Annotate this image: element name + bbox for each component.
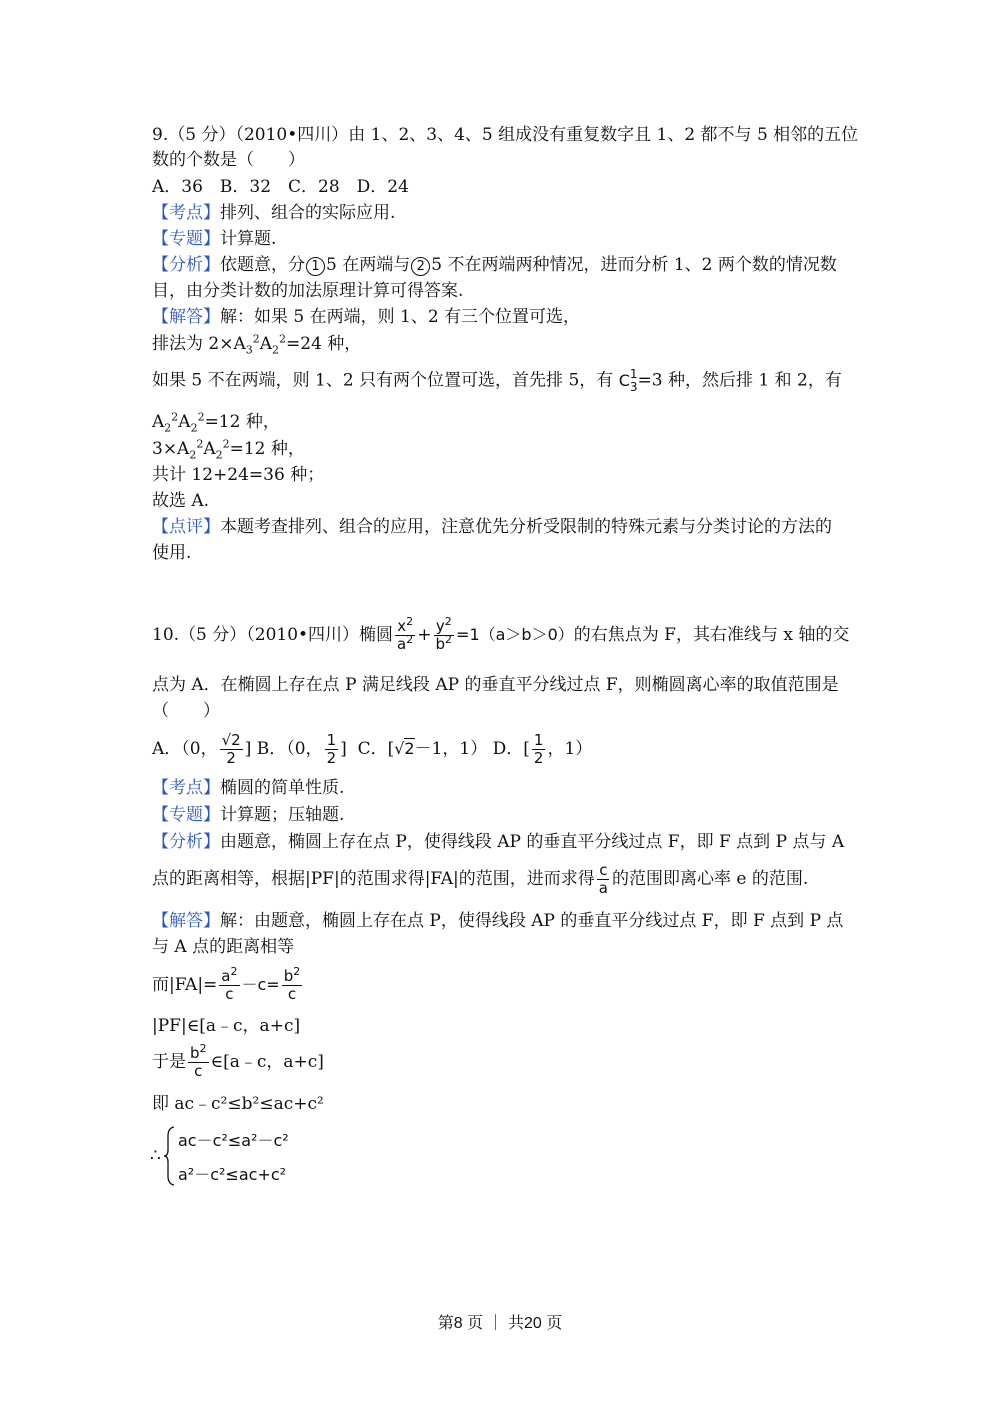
left-brace xyxy=(164,1126,176,1186)
kaodian-text: 排列、组合的实际应用. xyxy=(220,203,396,223)
optA-pre: A．（0， xyxy=(152,739,218,759)
q10-stem-line1: 10.（5 分）（2010•四川）椭圆 $\frac{x^2}{a^2}$ + $\frac{y^2}{b^2}$ =1（a＞b＞0）的右焦点为 F，其右准线与 x 轴的交 xyxy=(152,615,850,653)
sol4-pre: 3×A xyxy=(152,439,190,459)
q9-sol-line4: $3\times A_2^2A_2^2=12$ 种， xyxy=(152,437,305,462)
q10-kaodian xyxy=(152,777,344,799)
q10-jieda xyxy=(152,910,843,932)
q10-fenxi-line2 xyxy=(152,862,808,897)
frac-1-2-d: $\frac{1}{2}$ xyxy=(533,731,544,767)
yushi-post: ∈[a﹣c，a+c] xyxy=(210,1052,324,1072)
q10-pre: 10.（5 分）（2010•四川）椭圆 xyxy=(152,625,394,645)
q10-options: A．（0， $\frac{√2}{2}$ ] B．（0， $\frac{1}{2}$ ] C．[√2－1，1） D．[ $\frac{1}{2}$ ，1） xyxy=(152,731,593,767)
optD-tail: ，1） xyxy=(547,739,593,759)
q10-fa xyxy=(152,965,304,1003)
sol1-pre: 排法为 2×A xyxy=(152,334,246,354)
q10-fenxi xyxy=(152,831,844,853)
yushi-pre: 于是 xyxy=(152,1052,186,1072)
system-inequality-2: a²－c²≤ac+c² xyxy=(178,1165,287,1184)
optC-pre: C．[ xyxy=(357,739,395,759)
q9-dianping-line2: 使用. xyxy=(152,543,192,563)
frac-1-2: $\frac{1}{2}$ xyxy=(326,731,337,767)
q9-stem-line2: 数的个数是（ ） xyxy=(152,150,305,170)
q9-sol-line3: $A_2^2A_2^2=12$ 种， xyxy=(152,410,280,435)
zhuanti-text: 计算题. xyxy=(220,229,277,249)
kaodian-tag: 【考点】 xyxy=(152,778,220,798)
jieda-tag: 【解答】 xyxy=(152,911,220,931)
q9-sol-line5: 共计 12+24=36 种； xyxy=(152,465,325,485)
fenxi2-post: 的范围即离心率 e 的范围. xyxy=(611,869,809,889)
sqrt2: √2 xyxy=(394,739,415,758)
fenxi-text-c: 5 不在两端两种情况，进而分析 1、2 两个数的情况数 xyxy=(431,255,837,275)
q9-jieda xyxy=(152,306,580,328)
frac-sqrt2-2: $\frac{√2}{2}$ xyxy=(221,731,241,767)
sol4-tail: =12 种， xyxy=(229,439,305,459)
ellipse-condition: =1（a＞b＞0） xyxy=(456,625,574,644)
sol2-pre: 如果 5 不在两端，则 1、2 只有两个位置可选，首先排 5，有 xyxy=(152,370,614,391)
frac-x2-a2: $\frac{x^2}{a^2}$ xyxy=(397,615,414,653)
system-inequality-1: ac－c²≤a²－c² xyxy=(178,1131,289,1150)
fenxi-tag: 【分析】 xyxy=(152,832,220,852)
frac-b2-c: $\frac{b^2}{c}$ xyxy=(283,965,301,1003)
q9-zhuanti xyxy=(152,228,276,250)
zhuanti-tag: 【专题】 xyxy=(152,805,220,825)
q9-fenxi xyxy=(152,254,837,276)
sol1-tail: =24 种， xyxy=(286,334,362,354)
jieda-tag: 【解答】 xyxy=(152,307,220,327)
jieda-text: 解：如果 5 在两端，则 1、2 有三个位置可选， xyxy=(220,307,581,327)
q9-sol-line2 xyxy=(152,368,842,394)
q10-jieda-line2: 与 A 点的距离相等 xyxy=(152,937,295,957)
zhuanti-text: 计算题；压轴题. xyxy=(220,805,345,825)
dianping-text: 本题考查排列、组合的应用，注意优先分析受限制的特殊元素与分类讨论的方法的 xyxy=(220,517,832,537)
q10-stem-line3: （ ） xyxy=(152,701,220,721)
kaodian-text: 椭圆的简单性质. xyxy=(220,778,345,798)
q10-yushi xyxy=(152,1042,324,1080)
jieda-text: 解：由题意，椭圆上存在点 P，使得线段 AP 的垂直平分线过点 F，即 F 点到 P 点 xyxy=(220,911,844,931)
q9-dianping xyxy=(152,516,832,538)
frac-c-a: $\frac{c}{a}$ xyxy=(598,861,608,897)
fenxi-text: 由题意，椭圆上存在点 P，使得线段 AP 的垂直平分线过点 F，即 F 点到 P 点与 A xyxy=(220,832,845,852)
combination-c31: C 1 3 xyxy=(618,367,638,394)
fenxi-tag: 【分析】 xyxy=(152,255,220,275)
q10-zhuanti xyxy=(152,804,344,826)
sol2-mid: =3 种，然后排 1 和 2，有 xyxy=(637,370,842,391)
q9-stem-line1: 9.（5 分）（2010•四川）由 1、2、3、4、5 组成没有重复数字且 1、2 都不与 5 相邻的五位 xyxy=(152,125,859,145)
q9-kaodian xyxy=(152,202,395,224)
circled-one: 1 xyxy=(306,257,325,276)
frac-a2-c: $\frac{a^2}{c}$ xyxy=(221,965,238,1003)
circled-two: 2 xyxy=(411,257,430,276)
q10-ji: 即 ac﹣c²≤b²≤ac+c² xyxy=(152,1094,324,1114)
frac-b2-c-2: $\frac{b^2}{c}$ xyxy=(190,1042,207,1080)
q9-fenxi-line2: 目，由分类计数的加法原理计算可得答案. xyxy=(152,281,464,301)
fenxi-text-b: 5 在两端与 xyxy=(326,255,411,275)
therefore-symbol: ∴ xyxy=(150,1146,161,1166)
frac-y2-b2: $\frac{y^2}{b^2}$ xyxy=(435,615,453,653)
fa-pre: 而|FA|= xyxy=(152,975,218,995)
page-footer: 第8 页 ｜ 共20 页 xyxy=(437,1315,563,1332)
optD-pre: D．[ xyxy=(492,739,530,759)
q9-sol-line6: 故选 A. xyxy=(152,491,210,511)
fa-mid: －c= xyxy=(241,975,280,994)
fenxi-text-a: 依题意，分 xyxy=(220,255,305,275)
kaodian-tag: 【考点】 xyxy=(152,203,220,223)
optC-tail: －1，1） xyxy=(414,739,488,759)
dianping-tag: 【点评】 xyxy=(152,517,220,537)
optB-pre: B．（0， xyxy=(256,739,323,759)
sol3-tail: =12 种， xyxy=(204,412,280,432)
q9-sol-line1: 排法为 $2\times A_3^2A_2^2=24$ 种， xyxy=(152,332,362,357)
q10-pf: |PF|∈[a﹣c，a+c] xyxy=(152,1016,301,1036)
fenxi2-pre: 点的距离相等，根据|PF|的范围求得|FA|的范围，进而求得 xyxy=(152,869,595,889)
zhuanti-tag: 【专题】 xyxy=(152,229,220,249)
q9-options: A．36 B．32 C．28 D．24 xyxy=(152,177,409,197)
q10-stem-line2: 点为 A．在椭圆上存在点 P 满足线段 AP 的垂直平分线过点 F，则椭圆离心率的取值范围是 xyxy=(152,675,839,695)
q10-post: 的右焦点为 F，其右准线与 x 轴的交 xyxy=(573,625,850,645)
